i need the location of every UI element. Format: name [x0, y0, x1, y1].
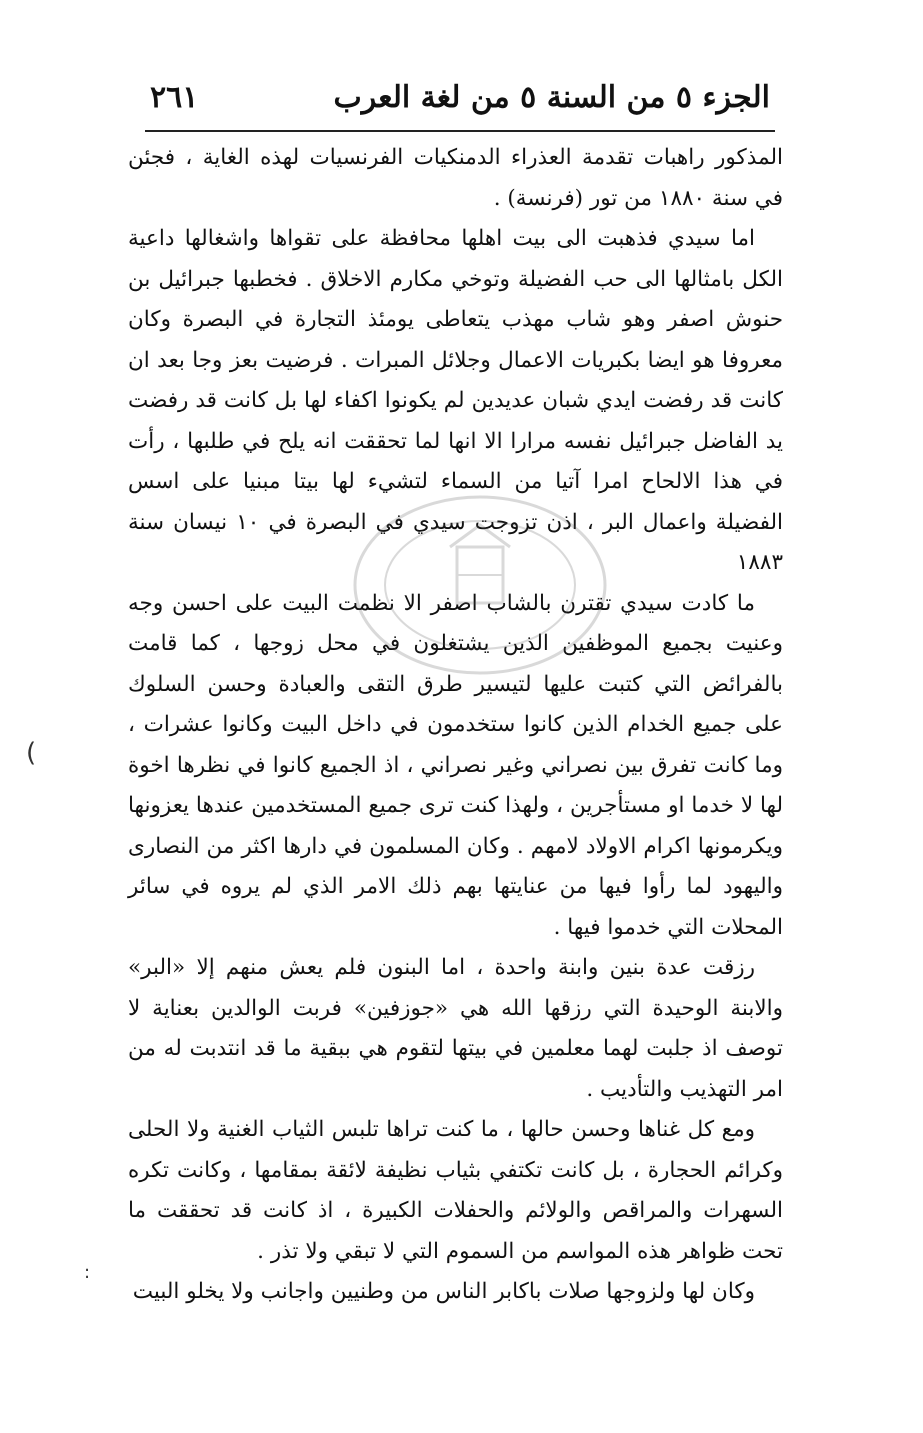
page-number: ٢٦١ — [150, 79, 199, 115]
paragraph: ما كادت سيدي تقترن بالشاب اصفر الا نظمت البيت على احسن وجه وعنيت بجميع الموظفين الذين يشتغلون في محل زوجها ، كما قامت بالفرائض التي كتبت عليها لتيسير طرق التقى والعبادة وحسن السلوك على جميع الخدام الذين كانوا ستخدمون في داخل البيت وكانوا عشرات ، وما كانت تفرق بين نصراني وغير نصراني ، اذ الجميع كانوا في نظرها اخوة لها لا خدما او مستأجرين ، ولهذا كنت ترى جميع المستخدمين عندها يعزونها ويكرمونها اكرام الاولاد لامهم . وكان المسلمون في دارها اكثر من النصارى واليهود لما رأوا فيها من عنايتها بهم ذلك الامر الذي لم يروه في سائر المحلات التي خدموا فيها . — [128, 590, 783, 940]
paragraph: رزقت عدة بنين وابنة واحدة ، اما البنون فلم يعش منهم إلا «البر» والابنة الوحيدة التي رزقها الله هي «جوزفين» فربت الوالدين بعناية لا توصف اذ جلبت لهما معلمين في بيتها لتقوم هي ببقية ما قد انتدبت له من امر التهذيب والتأديب . — [128, 955, 783, 1102]
margin-dots-mark: : — [84, 1262, 91, 1283]
header-divider — [145, 130, 775, 132]
paragraph: ومع كل غناها وحسن حالها ، ما كنت تراها تلبس الثياب الغنية ولا الحلى وكرائم الحجارة ، بل كانت تكتفي بثياب نظيفة لائقة بمقامها ، وكانت تكره السهرات والمراقص والولائم والحفلات الكبيرة ، اذ كانت قد تحققت ما تحت ظواهر هذه المواسم من السموم التي لا تبقي ولا تذر . — [128, 1117, 783, 1264]
margin-bracket-mark: ) — [26, 738, 37, 768]
paragraph-continuation: المذكور راهبات تقدمة العذراء الدمنكيات الفرنسيات لهذه الغاية ، فجئن في سنة ١٨٨٠ من تور (فرنسة) . — [128, 145, 783, 211]
page-header — [150, 72, 770, 122]
paragraph: اما سيدي فذهبت الى بيت اهلها محافظة على تقواها واشغالها داعية الكل بامثالها الى حب الفضيلة وتوخي مكارم الاخلاق . فخطبها جبرائيل بن حنوش اصفر وهو شاب مهذب يتعاطى يومئذ التجارة في البصرة وكان معروفا هو ايضا بكبريات الاعمال وجلائل المبرات . فرضيت بعز وجا بعد ان كانت قد رفضت ايدي شبان عديدين لم يكونوا اكفاء لها بل كانت قد رفضت يد الفاضل جبرائيل نفسه مرارا الا انها لما تحققت انه يلح في طلبها ، رأت في هذا الالحاح امرا آتيا من السماء لتشيء لها بيتا مبنيا على اسس الفضيلة واعمال البر ، اذن تزوجت سيدي في البصرة في ١٠ نيسان سنة ١٨٨٣ — [128, 226, 783, 575]
paragraph: وكان لها ولزوجها صلات باكابر الناس من وطنيين واجانب ولا يخلو البيت — [132, 1279, 755, 1304]
page-body — [128, 138, 783, 1313]
running-title: الجزء ٥ من السنة ٥ من لغة العرب — [333, 79, 770, 115]
